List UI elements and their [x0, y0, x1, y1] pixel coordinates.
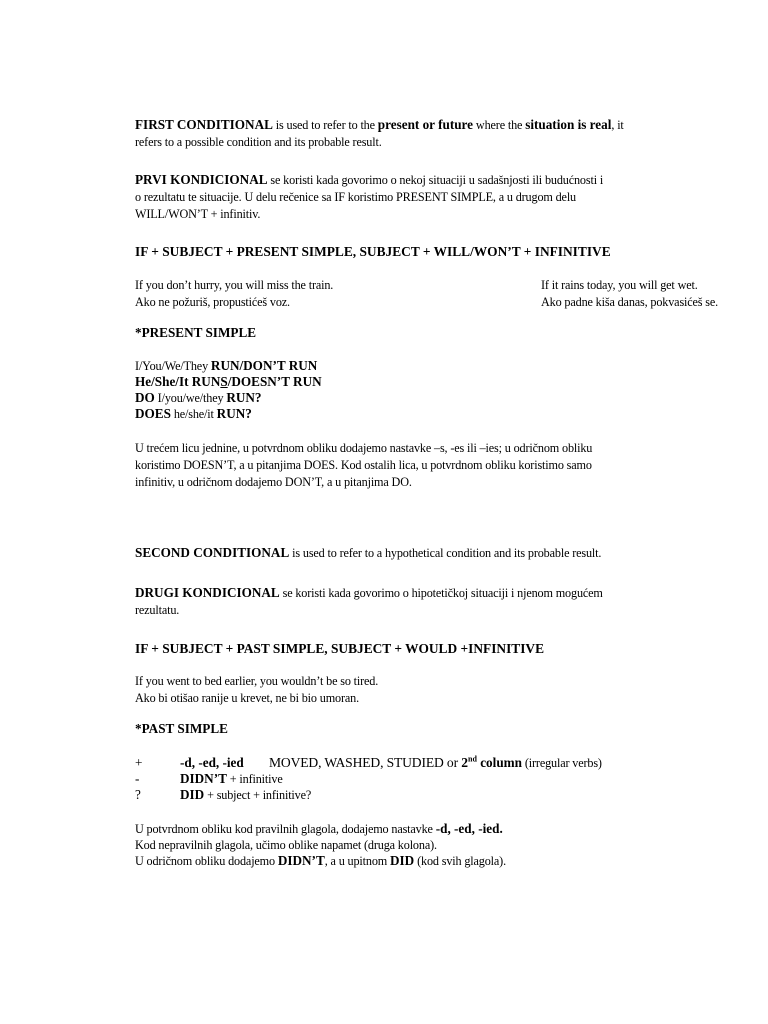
- past-note-line-3: [135, 853, 506, 869]
- text-run: he/she/it: [170, 407, 217, 421]
- text-run: U potvrdnom obliku kod pravilnih glagola, dodajemo nastavke: [135, 822, 436, 836]
- second-conditional-term: SECOND CONDITIONAL: [135, 545, 290, 560]
- text-run: U odričnom obliku dodajemo: [135, 854, 278, 868]
- bold-run: 2: [461, 755, 468, 770]
- text-run: (irregular verbs): [521, 756, 602, 770]
- text-run: se koristi kada govorimo o nekoj situaciji u sadašnjosti ili budućnosti i: [267, 173, 604, 187]
- example-row-serbian: [135, 294, 719, 310]
- underlined-s: S: [220, 374, 228, 389]
- bold-run: DIDN’T: [180, 771, 227, 786]
- present-simple-row-3: [135, 390, 262, 406]
- first-conditional-formula: IF + SUBJECT + PRESENT SIMPLE, SUBJECT + WILL/WON’T + INFINITIVE: [135, 244, 611, 259]
- drugi-kondicional-term: DRUGI KONDICIONAL: [135, 585, 280, 600]
- example2-english: If you went to bed earlier, you wouldn’t be so tired.: [135, 674, 379, 688]
- text-run: + subject + infinitive?: [204, 788, 312, 802]
- bold-run: DO: [135, 390, 155, 405]
- drugi-kondicional-line-1: [135, 585, 603, 601]
- past-simple-heading: *PAST SIMPLE: [135, 721, 228, 736]
- example-english-left: If you don’t hurry, you will miss the train.: [135, 278, 334, 292]
- prvi-kondicional-line-3: WILL/WON’T + infinitiv.: [135, 207, 261, 221]
- question-symbol: ?: [135, 787, 141, 802]
- example-serbian-left: Ako ne požuriš, propustićeš voz.: [135, 295, 290, 309]
- bold-run: present or future: [377, 117, 474, 132]
- second-conditional-formula: IF + SUBJECT + PAST SIMPLE, SUBJECT + WOULD +INFINITIVE: [135, 641, 545, 656]
- drugi-kondicional-line-2: rezultatu.: [135, 603, 180, 617]
- bold-run: DID: [180, 787, 205, 802]
- first-conditional-term: FIRST CONDITIONAL: [135, 117, 273, 132]
- plus-symbol: +: [135, 755, 143, 770]
- text-run: is used to refer to the: [272, 118, 378, 132]
- past-simple-row-affirmative: [135, 755, 602, 771]
- bold-run: RUN?: [226, 390, 262, 405]
- bold-run: RUN/DON’T RUN: [210, 358, 318, 373]
- text-run: , a u upitnom: [324, 854, 391, 868]
- present-simple-row-2: [135, 374, 322, 390]
- text-run: + infinitive: [226, 772, 283, 786]
- text-run: se koristi kada govorimo o hipotetičkoj situaciji i njenom mogućem: [279, 586, 603, 600]
- past-note-line-2: Kod nepravilnih glagola, učimo oblike napamet (druga kolona).: [135, 838, 437, 852]
- bold-run: column: [476, 755, 522, 770]
- example2-serbian: Ako bi otišao ranije u krevet, ne bi bio umoran.: [135, 691, 359, 705]
- example-english-right: If it rains today, you will get wet.: [541, 278, 698, 292]
- present-simple-heading: *PRESENT SIMPLE: [135, 325, 257, 340]
- minus-symbol: -: [135, 771, 140, 786]
- prvi-kondicional-line-2: o rezultatu te situacije. U delu rečenice sa IF koristimo PRESENT SIMPLE, a u drugom delu: [135, 190, 576, 204]
- present-note-line-3: infinitiv, u odričnom dodajemo DON’T, a u pitanjima DO.: [135, 475, 412, 489]
- bold-run: RUN?: [216, 406, 252, 421]
- text-run: I/you/we/they: [154, 391, 227, 405]
- text-run: I/You/We/They: [135, 359, 211, 373]
- text-run: , it: [611, 118, 624, 132]
- text-run: (kod svih glagola).: [414, 854, 506, 868]
- superscript: nd: [468, 754, 477, 764]
- bold-run: DIDN’T: [277, 853, 325, 868]
- present-simple-row-4: [135, 406, 252, 422]
- example-row-english: [135, 277, 698, 293]
- bold-run: He/She/It RUN: [135, 374, 221, 389]
- prvi-kondicional-line-1: [135, 172, 603, 188]
- bold-run: situation is real: [525, 117, 612, 132]
- first-conditional-line-2: refers to a possible condition and its probable result.: [135, 135, 382, 149]
- text-run: is used to refer to a hypothetical condition and its probable result.: [289, 546, 602, 560]
- past-simple-row-question: [135, 787, 311, 803]
- endings: -d, -ed, -ied: [180, 755, 244, 770]
- bold-run: /DOESN’T RUN: [227, 374, 322, 389]
- text-run: where the: [473, 118, 526, 132]
- past-note-line-1: [135, 821, 503, 837]
- past-simple-row-negative: [135, 771, 283, 787]
- text-run: MOVED, WASHED, STUDIED or: [269, 755, 462, 770]
- bold-run: DOES: [135, 406, 171, 421]
- prvi-kondicional-term: PRVI KONDICIONAL: [135, 172, 268, 187]
- present-simple-row-1: [135, 358, 317, 374]
- first-conditional-line-1: [135, 117, 624, 133]
- present-note-line-2: koristimo DOESN’T, a u pitanjima DOES. Kod ostalih lica, u potvrdnom obliku koristimo samo: [135, 458, 592, 472]
- present-note-line-1: U trećem licu jednine, u potvrdnom obliku dodajemo nastavke –s, -es ili –ies; u odričnom obliku: [135, 441, 593, 455]
- example-serbian-right: Ako padne kiša danas, pokvasićeš se.: [541, 295, 719, 309]
- bold-run: DID: [390, 853, 415, 868]
- second-conditional-line: [135, 545, 601, 561]
- bold-run: -d, -ed, -ied.: [435, 821, 503, 836]
